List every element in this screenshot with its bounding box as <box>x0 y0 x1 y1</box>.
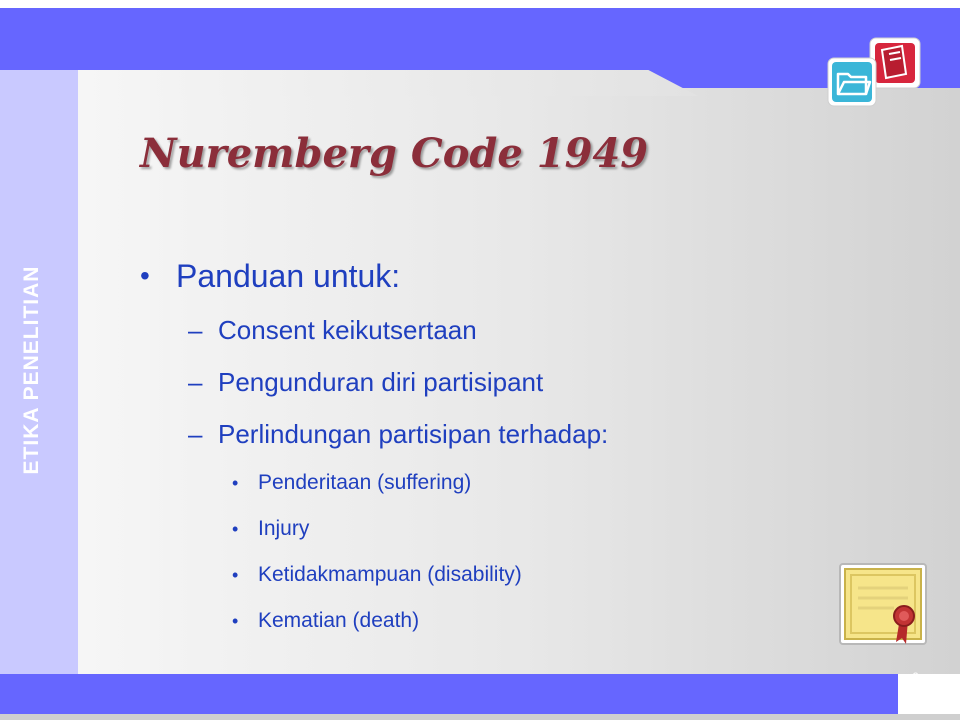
side-label: ETIKA PENELITIAN <box>20 265 43 475</box>
bullet-text: Consent keikutsertaan <box>218 314 477 345</box>
bullet-marker: • <box>140 260 150 291</box>
bullet-marker: • <box>232 472 239 493</box>
bullet-text: Penderitaan (suffering) <box>258 471 472 494</box>
folder-icon <box>826 56 878 108</box>
slide-title: Nuremberg Code 1949 <box>140 130 649 177</box>
bullet-level1 <box>140 248 820 304</box>
bullet-level3 <box>140 552 820 598</box>
bullet-level2 <box>140 304 820 356</box>
bullet-marker: • <box>232 610 239 631</box>
bullet-level2 <box>140 356 820 408</box>
bottom-strip <box>0 714 960 720</box>
bullet-level3 <box>140 506 820 552</box>
bullet-text: Ketidakmampuan (disability) <box>258 563 522 586</box>
content-panel-tab <box>78 70 698 96</box>
bullet-text: Injury <box>258 517 310 540</box>
bullet-marker: • <box>232 564 239 585</box>
dash-marker: – <box>188 314 203 345</box>
bullet-text: Kematian (death) <box>258 609 420 632</box>
bullet-level2 <box>140 408 820 460</box>
bottom-band <box>0 674 898 714</box>
dash-marker: – <box>188 366 203 397</box>
certificate-icon <box>838 562 930 650</box>
dash-marker: – <box>188 418 203 449</box>
bullet-text: Panduan untuk: <box>176 257 401 294</box>
bullet-text: Pengunduran diri partisipant <box>218 366 544 397</box>
bullet-text: Perlindungan partisipan terhadap: <box>218 418 609 449</box>
bullet-level3 <box>140 598 820 644</box>
bullet-list <box>140 248 820 644</box>
bullet-marker: • <box>232 518 239 539</box>
bullet-level3 <box>140 460 820 506</box>
page-number: 6 <box>912 670 919 684</box>
top-band <box>0 8 960 70</box>
